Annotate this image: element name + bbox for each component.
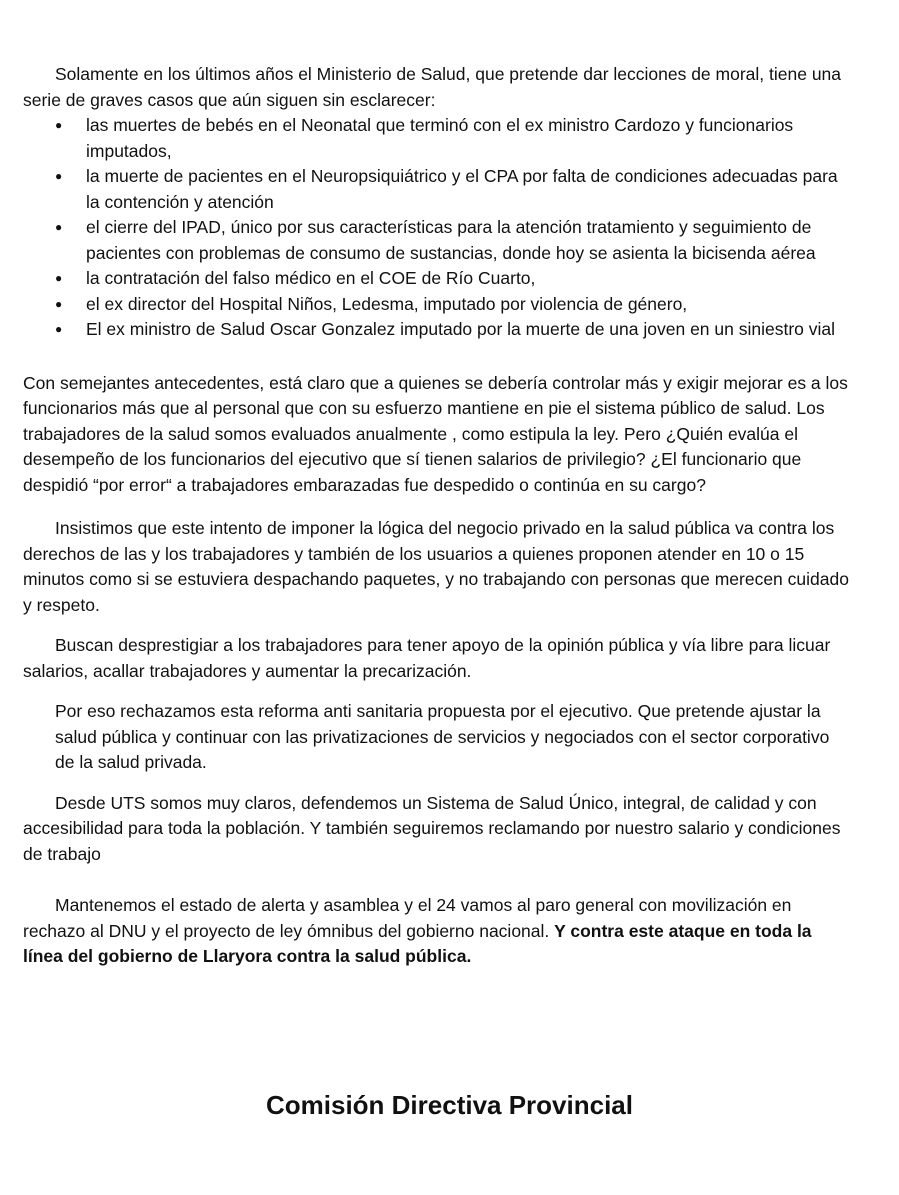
insistimos-paragraph: Insistimos que este intento de imponer la lógica del negocio privado en la salud pública va contra los derechos de las y los trabajadores y también de los usuarios a quienes proponen atender en 10 o 15 minutos como si se estuviera despachando paquetes, y no trabajando con personas que merecen cuidado y respeto. — [23, 518, 849, 615]
alerta-text: Mantenemos el estado de alerta y asamblea y el 24 vamos al paro general con movilización en rechazo al DNU y el proyecto de ley ómnibus del gobierno nacional. — [23, 895, 792, 941]
signature-heading: Comisión Directiva Provincial — [265, 1090, 633, 1120]
list-item: ● la contratación del falso médico en el COE de Río Cuarto, — [86, 266, 853, 292]
alerta-paragraph — [23, 893, 853, 970]
list-item: ● las muertes de bebés en el Neonatal que terminó con el ex ministro Cardozo y funcionarios imputados, — [86, 113, 853, 164]
antecedentes-paragraph: Con semejantes antecedentes, está claro que a quienes se debería controlar más y exigir mejorar es a los funcionarios más que al personal que con su esfuerzo mantiene en pie el sistema público de salud. Los trabajadores de la salud somos evaluados anualmente , como estipula la ley. Pero ¿Quién evalúa el desempeño de los funcionarios del ejecutivo que sí tienen salarios de privilegio? ¿El funcionario que despidió “por error“ a trabajadores embarazadas fue despedido o continúa en su cargo? — [23, 372, 848, 495]
document-body — [23, 62, 853, 970]
list-item: ● El ex ministro de Salud Oscar Gonzalez imputado por la muerte de una joven en un siniestro vial — [86, 317, 853, 343]
list-item: ● la muerte de pacientes en el Neuropsiquiátrico y el CPA por falta de condiciones adecuadas para la contención y atención — [86, 164, 853, 215]
intro-paragraph: Solamente en los últimos años el Ministerio de Salud, que pretende dar lecciones de moral, tiene una serie de graves casos que aún siguen sin esclarecer: — [23, 64, 842, 110]
uts-paragraph: Desde UTS somos muy claros, defendemos un Sistema de Salud Único, integral, de calidad y con accesibilidad para toda la población. Y también seguiremos reclamando por nuestro salario y condiciones de trabajo — [23, 792, 841, 864]
list-item: ● el cierre del IPAD, único por sus características para la atención tratamiento y seguimiento de pacientes con problemas de consumo de sustancias, donde hoy se asienta la bicisenda aérea — [86, 215, 853, 266]
list-item: ● el ex director del Hospital Niños, Ledesma, imputado por violencia de género, — [86, 292, 853, 318]
alerta-bold-text: Y contra este ataque en toda la línea del gobierno de Llaryora contra la salud pública. — [23, 920, 812, 966]
cases-list — [23, 113, 853, 343]
rechazamos-paragraph: Por eso rechazamos esta reforma anti sanitaria propuesta por el ejecutivo. Que pretende ajustar la salud pública y continuar con las privatizaciones de servicios y negociados con el sector corporativo de la salud privada. — [55, 701, 830, 772]
buscan-paragraph: Buscan desprestigiar a los trabajadores para tener apoyo de la opinión pública y vía libre para licuar salarios, acallar trabajadores y aumentar la precarización. — [23, 635, 831, 681]
